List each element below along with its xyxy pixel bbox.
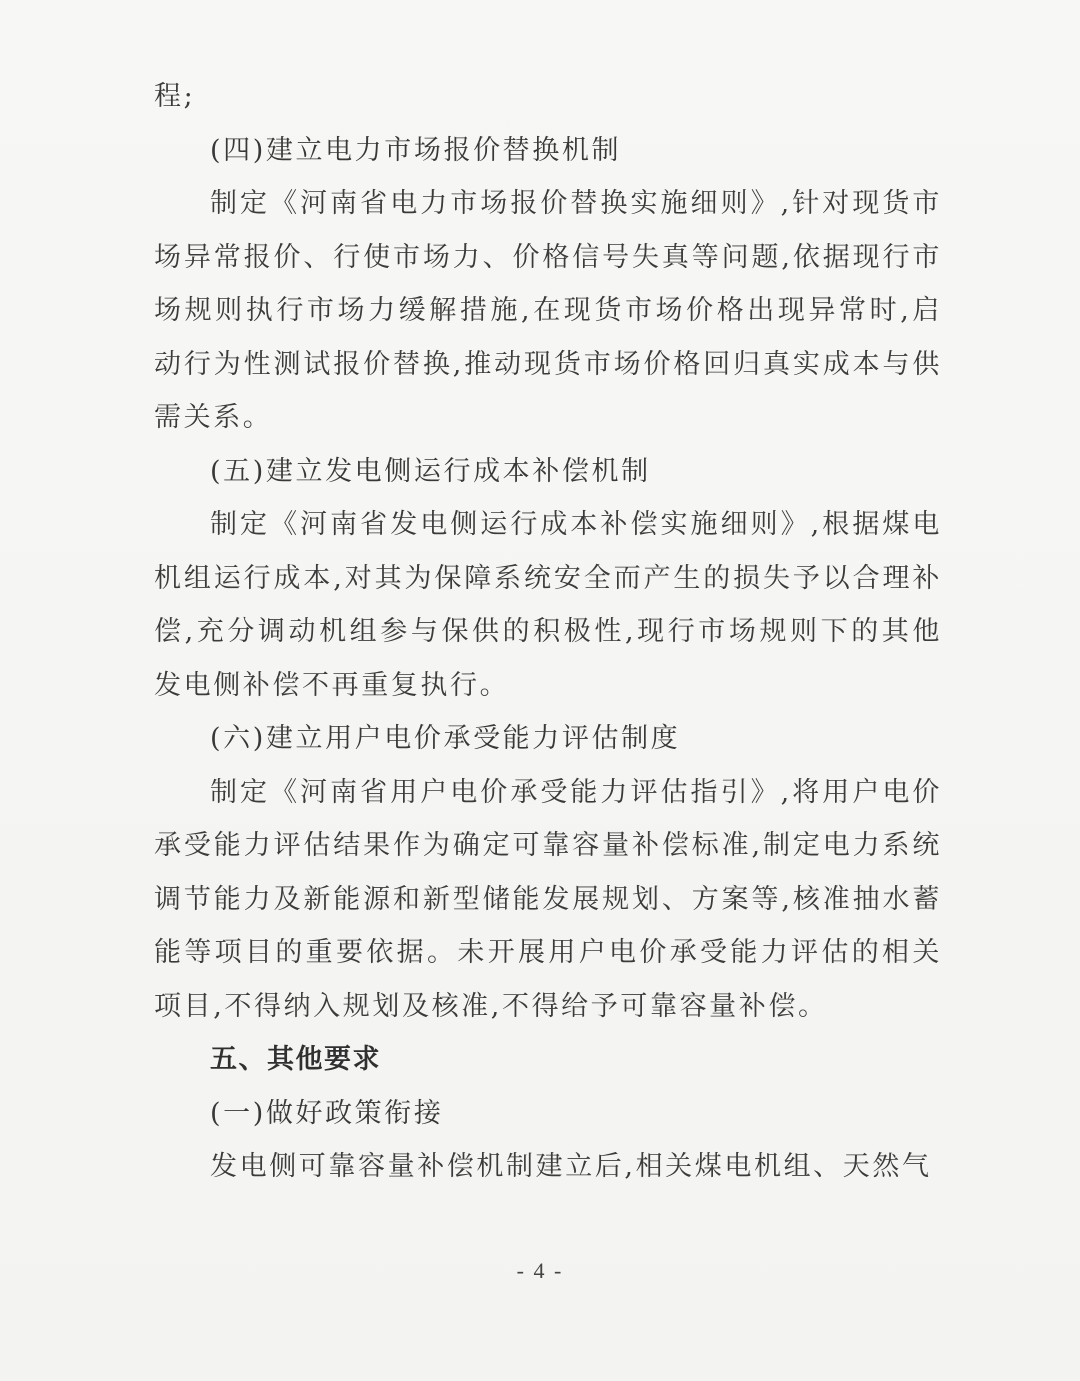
page-number: - 4 - xyxy=(516,1258,564,1283)
paragraph-price-affordability: 制定《河南省用户电价承受能力评估指引》,将用户电价承受能力评估结果作为确定可靠容量补偿标准,制定电力系统调节能力及新能源和新型储能发展规划、方案等,核准抽水蓄能等项目的重要依据。未开展用户电价承受能力评估的相关项目,不得纳入规划及核准,不得给予可靠容量补偿。 xyxy=(154,776,942,1022)
paragraph-continuation: 程; xyxy=(154,81,196,112)
paragraph-quote-replacement: 制定《河南省电力市场报价替换实施细则》,针对现货市场异常报价、行使市场力、价格信号失真等问题,依据现行市场规则执行市场力缓解措施,在现货市场价格出现异常时,启动行为性测试报价替换,推动现货市场价格回归真实成本与供需关系。 xyxy=(154,188,942,433)
subheading-operating-cost-compensation: (五)建立发电侧运行成本补偿机制 xyxy=(210,455,651,487)
subheading-quote-replacement: (四)建立电力市场报价替换机制 xyxy=(210,134,622,166)
subheading-price-affordability: (六)建立用户电价承受能力评估制度 xyxy=(210,723,681,754)
subheading-policy-connection: (一)做好政策衔接 xyxy=(210,1097,444,1129)
section-heading-other-requirements: 五、其他要求 xyxy=(210,1044,381,1075)
paragraph-operating-cost-compensation: 制定《河南省发电侧运行成本补偿实施细则》,根据煤电机组运行成本,对其为保障系统安全而产生的损失予以合理补偿,充分调动机组参与保供的积极性,现行市场规则下的其他发电侧补偿不再重复执行。 xyxy=(154,509,942,701)
document-body xyxy=(154,70,942,1194)
paragraph-policy-connection: 发电侧可靠容量补偿机制建立后,相关煤电机组、天然气 xyxy=(210,1151,932,1182)
